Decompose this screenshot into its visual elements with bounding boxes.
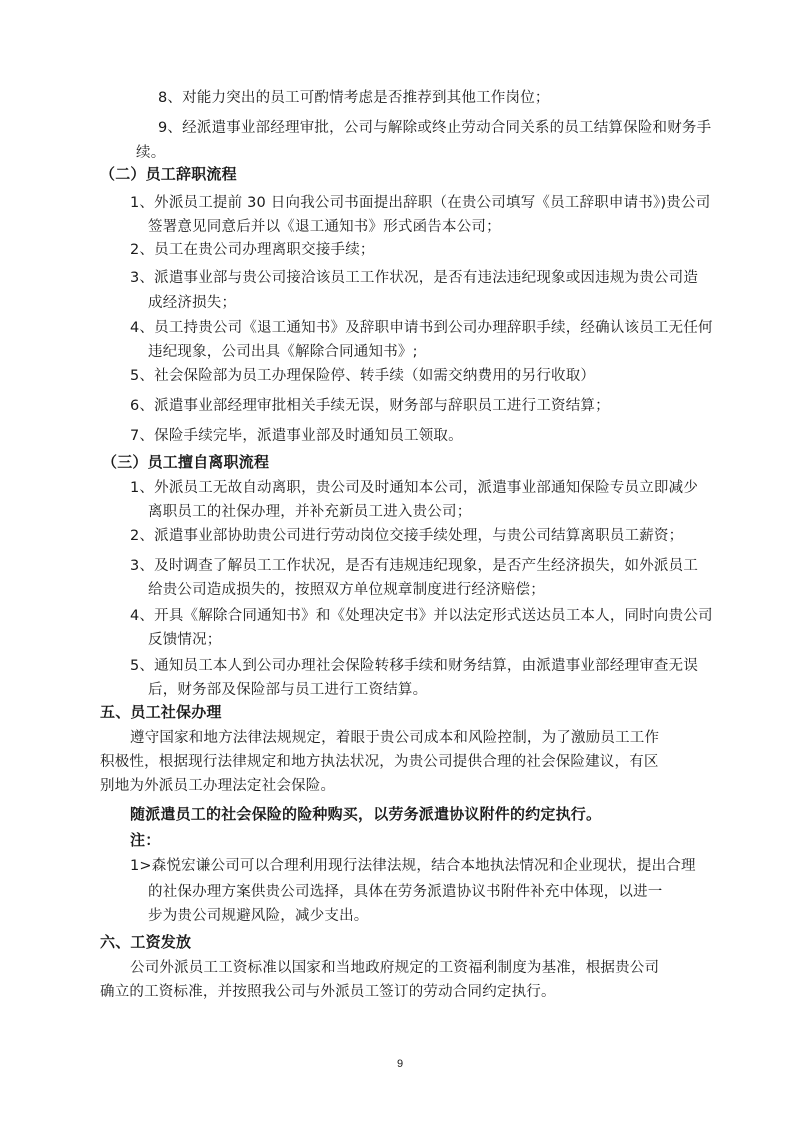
text-line: 遵守国家和地方法律法规规定，着眼于贵公司成本和风险控制，为了激励员工工作 — [130, 730, 660, 746]
text-line: 后，财务部及保险部与员工进行工资结算。 — [148, 682, 428, 698]
text-line: 7、保险手续完毕，派遣事业部及时通知员工领取。 — [130, 428, 463, 444]
text-line: 1>森悦宏谦公司可以合理利用现行法律法规，结合本地执法情况和企业现状，提出合理 — [130, 858, 696, 874]
page-number: 9 — [396, 1058, 404, 1070]
text-line: 成经济损失； — [148, 295, 237, 311]
text-line: 5、社会保险部为员工办理保险停、转手续（如需交纳费用的另行收取） — [130, 368, 596, 384]
text-line: 2、员工在贵公司办理离职交接手续； — [130, 242, 375, 258]
text-line: 离职员工的社保办理，并补充新员工进入贵公司； — [148, 504, 472, 520]
text-line: 签署意见同意后并以《退工通知书》形式函告本公司； — [148, 219, 501, 235]
section-heading: 五、员工社保办理 — [100, 703, 222, 721]
text-line: 2、派遣事业部协助贵公司进行劳动岗位交接手续处理，与贵公司结算离职员工薪资； — [130, 528, 684, 544]
text-line: 违纪现象，公司出具《解除合同通知书》; — [148, 344, 418, 360]
text-line: 别地为外派员工办理法定社会保险。 — [100, 778, 336, 794]
text-line: 步为贵公司规避风险，减少支出。 — [148, 908, 369, 924]
text-line: 的社保办理方案供贵公司选择，具体在劳务派遣协议书附件补充中体现，以进一 — [148, 884, 663, 900]
section-heading: （二）员工辞职流程 — [100, 165, 237, 183]
text-line: 续。 — [136, 145, 166, 161]
text-line: 1、外派员工提前 30 日向我公司书面提出辞职（在贵公司填写《员工辞职申请书》)贵公司 — [130, 195, 711, 211]
text-line: 3、及时调查了解员工工作状况，是否有违规违纪现象，是否产生经济损失，如外派员工 — [130, 558, 699, 574]
text-line: 反馈情况； — [148, 632, 222, 648]
text-line: 积极性，根据现行法律规定和地方执法状况，为贵公司提供合理的社会保险建议，有区 — [100, 754, 659, 770]
text-line: 9、经派遣事业部经理审批，公司与解除或终止劳动合同关系的员工结算保险和财务手 — [158, 120, 712, 136]
note-label: 注： — [130, 831, 161, 849]
text-line: 6、派遣事业部经理审批相关手续无误，财务部与辞职员工进行工资结算； — [130, 398, 610, 414]
text-line: 公司外派员工工资标准以国家和当地政府规定的工资福利制度为基准，根据贵公司 — [130, 960, 660, 976]
text-line: 确立的工资标准，并按照我公司与外派员工签订的劳动合同约定执行。 — [100, 984, 556, 1000]
section-heading: 六、工资发放 — [100, 933, 192, 951]
text-line: 1、外派员工无故自动离职，贵公司及时通知本公司，派遣事业部通知保险专员立即减少 — [130, 480, 699, 496]
text-line: 3、派遣事业部与贵公司接洽该员工工作状况，是否有违法违纪现象或因违规为贵公司造 — [130, 270, 699, 286]
text-line: 给贵公司造成损失的，按照双方单位规章制度进行经济赔偿； — [148, 582, 545, 598]
text-line: 8、对能力突出的员工可酌情考虑是否推荐到其他工作岗位； — [158, 90, 550, 106]
text-line: 4、员工持贵公司《退工通知书》及辞职申请书到公司办理辞职手续，经确认该员工无任何 — [130, 320, 713, 336]
section-heading: （三）员工擅自离职流程 — [102, 453, 270, 471]
text-line: 4、开具《解除合同通知书》和《处理决定书》并以法定形式送达员工本人，同时向贵公司 — [130, 608, 713, 624]
bold-statement: 随派遣员工的社会保险的险种购买，以劳务派遣协议附件的约定执行。 — [130, 805, 602, 823]
text-line: 5、通知员工本人到公司办理社会保险转移手续和财务结算，由派遣事业部经理审查无误 — [130, 658, 699, 674]
